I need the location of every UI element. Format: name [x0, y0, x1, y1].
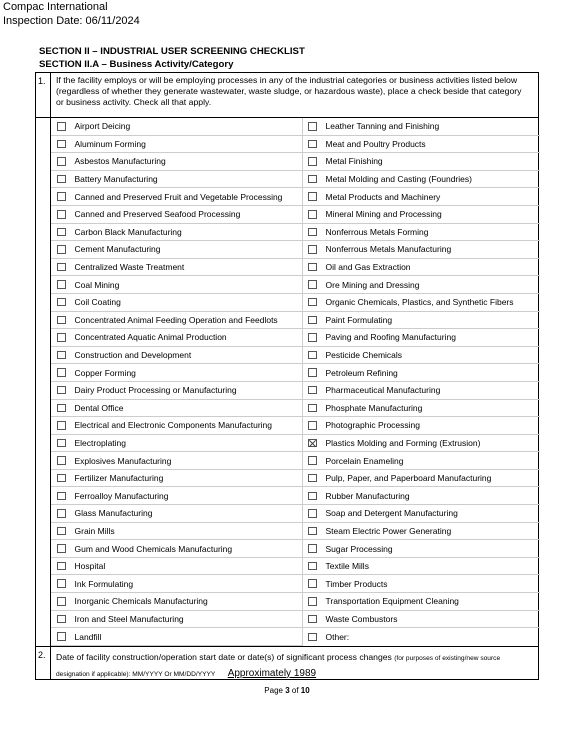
- category-label: Hospital: [74, 561, 106, 572]
- category-item: [51, 206, 303, 224]
- category-checkbox[interactable]: [57, 456, 66, 465]
- category-label: Coal Mining: [74, 279, 120, 290]
- category-label: Cement Manufacturing: [74, 244, 161, 255]
- category-checkbox[interactable]: [308, 228, 317, 237]
- category-item: [303, 206, 540, 224]
- category-checkbox[interactable]: [308, 421, 317, 430]
- category-label: Rubber Manufacturing: [325, 490, 410, 501]
- checklist-row: [36, 452, 538, 470]
- category-label: Timber Products: [325, 578, 388, 589]
- category-item: [51, 171, 303, 189]
- checklist-row: [36, 540, 538, 558]
- checklist-row: [36, 611, 538, 629]
- category-item: [51, 417, 303, 435]
- category-item: [51, 276, 303, 294]
- category-checkbox[interactable]: [57, 492, 66, 501]
- checklist-row: [36, 188, 538, 206]
- category-item: [51, 540, 303, 558]
- category-checkbox[interactable]: [57, 509, 66, 518]
- category-checkbox[interactable]: [308, 615, 317, 624]
- category-label: Canned and Preserved Seafood Processing: [74, 209, 241, 220]
- category-label: Porcelain Enameling: [325, 455, 404, 466]
- category-label: Fertilizer Manufacturing: [74, 473, 164, 484]
- category-checkbox[interactable]: [57, 527, 66, 536]
- category-checkbox[interactable]: [57, 263, 66, 272]
- category-label: Electroplating: [74, 437, 127, 448]
- page-total: 10: [300, 686, 310, 695]
- checklist-row: [36, 312, 538, 330]
- category-label: Plastics Molding and Forming (Extrusion): [325, 437, 481, 448]
- category-label: Glass Manufacturing: [74, 508, 153, 519]
- category-checkbox[interactable]: [308, 579, 317, 588]
- category-checkbox[interactable]: [57, 210, 66, 219]
- category-label: Organic Chemicals, Plastics, and Synthetic Fibers: [325, 297, 514, 308]
- category-label: Photographic Processing: [325, 420, 421, 431]
- category-item: [51, 470, 303, 488]
- category-label: Gum and Wood Chemicals Manufacturing: [74, 543, 233, 554]
- category-label: Ferroalloy Manufacturing: [74, 490, 169, 501]
- checklist-row: [36, 628, 538, 646]
- category-label: Petroleum Refining: [325, 367, 398, 378]
- category-item: [303, 224, 540, 242]
- category-label: Waste Combustors: [325, 613, 398, 624]
- category-label: Metal Finishing: [325, 156, 383, 167]
- category-checkbox[interactable]: [57, 368, 66, 377]
- category-checkbox[interactable]: [57, 562, 66, 571]
- category-item: [51, 329, 303, 347]
- category-label: Centralized Waste Treatment: [74, 262, 185, 273]
- category-checklist: [36, 118, 538, 646]
- category-item: [51, 188, 303, 206]
- category-item: [303, 276, 540, 294]
- category-label: Asbestos Manufacturing: [74, 156, 166, 167]
- checklist-row: [36, 276, 538, 294]
- category-checkbox[interactable]: [308, 316, 317, 325]
- category-checkbox[interactable]: [308, 157, 317, 166]
- footer-prefix: Page: [264, 686, 286, 695]
- category-label: Construction and Development: [74, 350, 192, 361]
- category-checkbox[interactable]: [57, 439, 66, 448]
- category-label: Aluminum Forming: [74, 138, 146, 149]
- question-2-note: (for purposes of existing/new source designation if applicable): MM/YYYY Or MM/DD/YYYY: [56, 654, 501, 678]
- category-label: Mineral Mining and Processing: [325, 209, 442, 220]
- category-label: Carbon Black Manufacturing: [74, 226, 182, 237]
- category-label: Concentrated Aquatic Animal Production: [74, 332, 227, 343]
- category-label: Ink Formulating: [74, 578, 134, 589]
- category-item: [303, 435, 540, 453]
- category-checkbox[interactable]: [308, 210, 317, 219]
- category-label: Electrical and Electronic Components Manufacturing: [74, 420, 272, 431]
- category-checkbox[interactable]: [308, 386, 317, 395]
- category-label: Inorganic Chemicals Manufacturing: [74, 596, 208, 607]
- category-item: [51, 118, 303, 136]
- checklist-row: [36, 364, 538, 382]
- checklist-row: [36, 400, 538, 418]
- category-label: Metal Molding and Casting (Foundries): [325, 174, 472, 185]
- checklist-row: [36, 435, 538, 453]
- category-label: Grain Mills: [74, 525, 115, 536]
- checklist-row: [36, 171, 538, 189]
- category-label: Iron and Steel Manufacturing: [74, 613, 184, 624]
- category-checkbox[interactable]: [57, 632, 66, 641]
- category-label: Landfill: [74, 631, 102, 642]
- category-label: Transportation Equipment Cleaning: [325, 596, 459, 607]
- category-label: Phosphate Manufacturing: [325, 402, 423, 413]
- category-checkbox[interactable]: [308, 404, 317, 413]
- category-checkbox[interactable]: [57, 228, 66, 237]
- question-text: If the facility employs or will be employing processes in any of the industrial categories or business activities listed below (regardless of whether they generate wastewater, waste sludge, or hazardous waste), place a check beside that category or business activity. Check all that apply.: [56, 75, 522, 107]
- category-label: Other:: [325, 632, 350, 643]
- category-label: Nonferrous Metals Forming: [325, 226, 429, 237]
- company-name: Compac International: [3, 1, 108, 13]
- category-checkbox[interactable]: [308, 192, 317, 201]
- category-label: Pesticide Chemicals: [325, 350, 403, 361]
- category-label: Oil and Gas Extraction: [325, 262, 411, 273]
- category-item: [303, 241, 540, 259]
- checklist-row: [36, 558, 538, 576]
- document-header: [3, 1, 140, 28]
- category-item: [51, 435, 303, 453]
- category-item: [303, 347, 540, 365]
- category-item: [303, 611, 540, 629]
- category-checkbox[interactable]: [57, 175, 66, 184]
- category-label: Paving and Roofing Manufacturing: [325, 332, 456, 343]
- category-label: Airport Deicing: [74, 121, 131, 132]
- category-label: Steam Electric Power Generating: [325, 525, 452, 536]
- category-checkbox[interactable]: [57, 386, 66, 395]
- checklist-row: [36, 417, 538, 435]
- category-label: Paint Formulating: [325, 314, 393, 325]
- category-item: [303, 628, 540, 646]
- category-item: [303, 487, 540, 505]
- category-checkbox[interactable]: [308, 351, 317, 360]
- category-checkbox[interactable]: [308, 122, 317, 131]
- category-checkbox[interactable]: [308, 263, 317, 272]
- category-item: [303, 364, 540, 382]
- category-item: [303, 417, 540, 435]
- category-label: Textile Mills: [325, 561, 369, 572]
- checklist-row: [36, 136, 538, 154]
- category-item: [303, 593, 540, 611]
- category-checkbox[interactable]: [308, 544, 317, 553]
- category-checkbox[interactable]: [57, 122, 66, 131]
- category-item: [303, 470, 540, 488]
- category-checkbox[interactable]: [308, 140, 317, 149]
- start-date-answer[interactable]: Approximately 1989: [227, 667, 317, 679]
- category-item: [303, 329, 540, 347]
- category-item: [51, 628, 303, 646]
- category-item: [51, 558, 303, 576]
- category-checkbox[interactable]: [57, 245, 66, 254]
- category-checkbox[interactable]: [57, 615, 66, 624]
- category-item: [303, 540, 540, 558]
- category-checkbox[interactable]: [57, 157, 66, 166]
- category-checkbox[interactable]: [57, 474, 66, 483]
- category-checkbox[interactable]: [308, 456, 317, 465]
- checklist-row: [36, 470, 538, 488]
- category-label: Pharmaceutical Manufacturing: [325, 385, 441, 396]
- category-item: [303, 400, 540, 418]
- category-item: [303, 312, 540, 330]
- category-item: [51, 224, 303, 242]
- category-item: [303, 382, 540, 400]
- category-item: [303, 153, 540, 171]
- category-label: Soap and Detergent Manufacturing: [325, 508, 458, 519]
- checklist-row: [36, 487, 538, 505]
- question-2: [36, 646, 538, 679]
- category-checkbox[interactable]: [308, 333, 317, 342]
- checklist-row: [36, 206, 538, 224]
- category-label: Metal Products and Machinery: [325, 191, 441, 202]
- category-item: [51, 259, 303, 277]
- checklist-row: [36, 259, 538, 277]
- category-label: Dairy Product Processing or Manufacturing: [74, 385, 237, 396]
- category-item: [51, 593, 303, 611]
- category-label: Meat and Poultry Products: [325, 138, 426, 149]
- category-item: [51, 153, 303, 171]
- category-item: [303, 558, 540, 576]
- category-checkbox[interactable]: [308, 280, 317, 289]
- checklist-row: [36, 294, 538, 312]
- footer-of: of: [289, 686, 301, 695]
- category-checkbox[interactable]: [308, 633, 317, 642]
- category-label: Explosives Manufacturing: [74, 455, 172, 466]
- category-checkbox[interactable]: [308, 509, 317, 518]
- category-label: Concentrated Animal Feeding Operation and Feedlots: [74, 314, 278, 325]
- category-checkbox[interactable]: [57, 421, 66, 430]
- category-item: [51, 136, 303, 154]
- category-checkbox[interactable]: [57, 192, 66, 201]
- category-item: [303, 505, 540, 523]
- checklist-row: [36, 224, 538, 242]
- category-item: [51, 241, 303, 259]
- category-item: [51, 400, 303, 418]
- category-checkbox[interactable]: [308, 245, 317, 254]
- category-item: [303, 294, 540, 312]
- category-label: Sugar Processing: [325, 543, 393, 554]
- category-checkbox[interactable]: [308, 597, 317, 606]
- category-checkbox[interactable]: [57, 544, 66, 553]
- category-item: [51, 294, 303, 312]
- checklist-row: [36, 593, 538, 611]
- category-item: [303, 188, 540, 206]
- category-checkbox[interactable]: [308, 439, 317, 448]
- category-item: [51, 523, 303, 541]
- question-number: 1.: [38, 76, 46, 86]
- page-footer: [0, 686, 574, 695]
- category-checkbox[interactable]: [57, 404, 66, 413]
- category-label: Nonferrous Metals Manufacturing: [325, 244, 452, 255]
- category-item: [303, 575, 540, 593]
- category-item: [303, 171, 540, 189]
- category-label: Leather Tanning and Finishing: [325, 121, 440, 132]
- category-checkbox[interactable]: [57, 333, 66, 342]
- category-item: [303, 523, 540, 541]
- checklist-row: [36, 382, 538, 400]
- question-2-text: Date of facility construction/operation start date or date(s) of significant process changes: [56, 651, 392, 662]
- category-item: [303, 136, 540, 154]
- category-checkbox[interactable]: [308, 492, 317, 501]
- checklist-row: [36, 329, 538, 347]
- question-text: [56, 650, 534, 682]
- question-number: 2.: [38, 649, 46, 660]
- category-checkbox[interactable]: [57, 597, 66, 606]
- category-item: [51, 382, 303, 400]
- checklist-row: [36, 347, 538, 365]
- category-checkbox[interactable]: [308, 298, 317, 307]
- category-item: [51, 364, 303, 382]
- checklist-row: [36, 118, 538, 136]
- category-checkbox[interactable]: [57, 351, 66, 360]
- section-title: SECTION II – INDUSTRIAL USER SCREENING CHECKLIST: [39, 46, 305, 57]
- category-label: Battery Manufacturing: [74, 174, 158, 185]
- category-item: [51, 347, 303, 365]
- category-checkbox[interactable]: [308, 527, 317, 536]
- category-item: [303, 452, 540, 470]
- category-checkbox[interactable]: [308, 474, 317, 483]
- category-item: [303, 259, 540, 277]
- category-checkbox[interactable]: [57, 316, 66, 325]
- category-label: Pulp, Paper, and Paperboard Manufacturing: [325, 473, 492, 484]
- checklist-row: [36, 153, 538, 171]
- checklist-row: [36, 241, 538, 259]
- category-checkbox[interactable]: [308, 368, 317, 377]
- inspection-date: Inspection Date: 06/11/2024: [3, 14, 140, 27]
- category-label: Coil Coating: [74, 297, 121, 308]
- category-item: [51, 452, 303, 470]
- subsection-title: SECTION II.A – Business Activity/Category: [39, 59, 234, 70]
- category-item: [51, 505, 303, 523]
- category-label: Dental Office: [74, 402, 124, 413]
- category-item: [51, 487, 303, 505]
- category-checkbox[interactable]: [57, 280, 66, 289]
- question-1: [36, 73, 538, 118]
- checklist-row: [36, 575, 538, 593]
- category-item: [303, 118, 540, 136]
- category-checkbox[interactable]: [57, 298, 66, 307]
- checklist-row: [36, 505, 538, 523]
- category-checkbox[interactable]: [308, 175, 317, 184]
- category-label: Ore Mining and Dressing: [325, 279, 420, 290]
- category-item: [51, 575, 303, 593]
- category-item: [51, 611, 303, 629]
- category-label: Copper Forming: [74, 367, 136, 378]
- checklist-row: [36, 523, 538, 541]
- page-number: 3: [285, 686, 290, 695]
- category-checkbox[interactable]: [57, 140, 66, 149]
- category-checkbox[interactable]: [308, 562, 317, 571]
- category-item: [51, 312, 303, 330]
- category-label: Canned and Preserved Fruit and Vegetable Processing: [74, 191, 283, 202]
- category-checkbox[interactable]: [57, 579, 66, 588]
- screening-checklist-form: [35, 72, 539, 680]
